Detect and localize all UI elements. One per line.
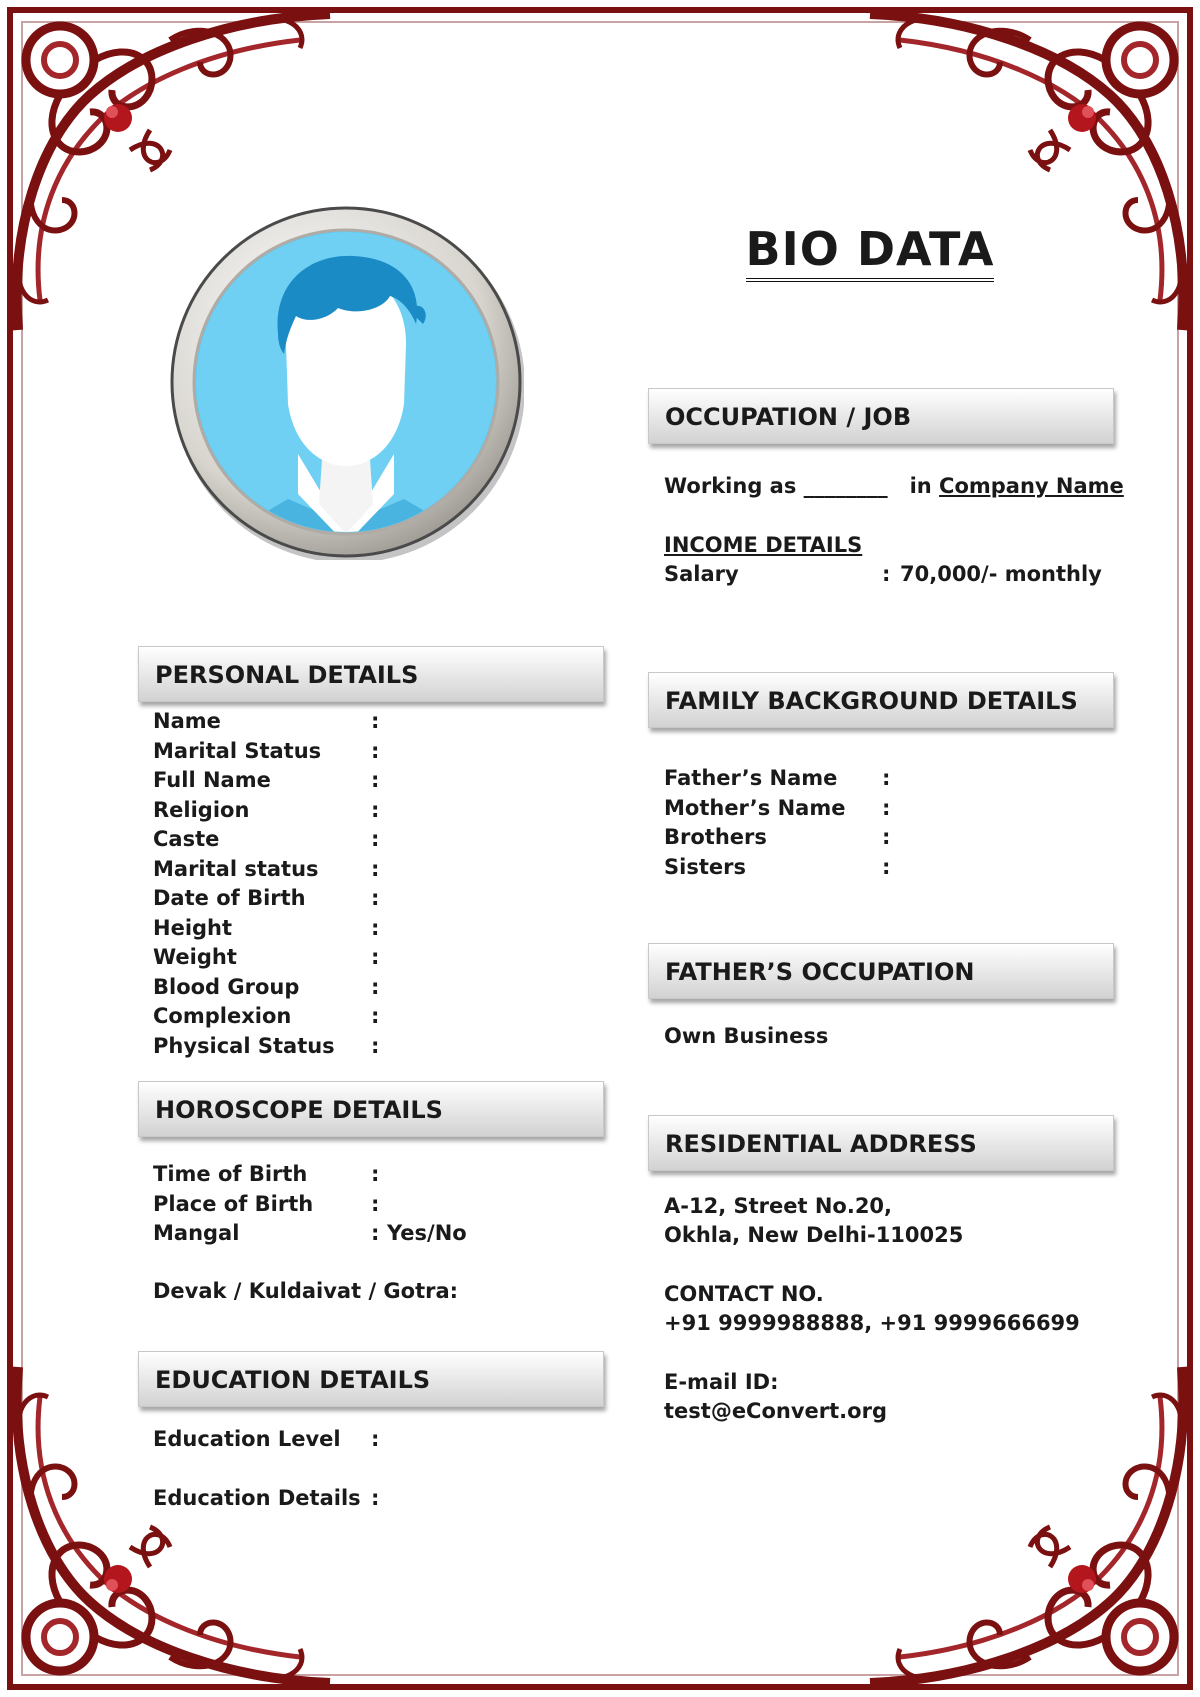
contact-value: +91 9999988888, +91 9999666699 xyxy=(664,1311,1080,1335)
detail-label: Height xyxy=(153,915,233,940)
education-details-header xyxy=(138,1351,604,1407)
email-heading: E-mail ID: xyxy=(664,1370,779,1394)
detail-label: Complexion xyxy=(153,1004,292,1028)
detail-colon: : xyxy=(371,738,380,763)
detail-row xyxy=(153,1191,583,1219)
residential-address-header-text: RESIDENTIAL ADDRESS xyxy=(665,1130,977,1158)
detail-row xyxy=(153,1426,583,1454)
detail-label: Blood Group xyxy=(153,974,300,999)
detail-label: Weight xyxy=(153,945,237,969)
family-background-header xyxy=(648,672,1114,728)
avatar-placeholder-icon[interactable] xyxy=(168,204,524,560)
detail-colon: : xyxy=(371,797,380,822)
detail-colon: : xyxy=(882,795,891,820)
detail-label: Full Name xyxy=(153,768,271,792)
page-title xyxy=(650,222,1090,276)
horoscope-details-header xyxy=(138,1081,604,1137)
detail-label: Mangal xyxy=(153,1221,240,1245)
residential-address-header xyxy=(648,1115,1114,1171)
detail-row xyxy=(153,708,583,736)
income-details-heading: INCOME DETAILS xyxy=(664,533,863,557)
detail-colon: : xyxy=(371,1191,380,1216)
detail-colon: : xyxy=(371,768,380,792)
address-line-2: Okhla, New Delhi-110025 xyxy=(664,1223,964,1247)
detail-row xyxy=(153,1220,583,1248)
occupation-header-text: OCCUPATION / JOB xyxy=(665,403,912,431)
detail-label: Sisters xyxy=(664,854,746,879)
personal-details-header-text: PERSONAL DETAILS xyxy=(155,661,419,689)
detail-label: Caste xyxy=(153,827,220,851)
corner-ornament-bottom-left xyxy=(17,1367,330,1683)
detail-row xyxy=(153,915,583,943)
detail-colon: : xyxy=(882,854,891,879)
detail-row xyxy=(153,738,583,766)
detail-colon: : xyxy=(371,856,380,881)
detail-colon: : xyxy=(882,825,891,849)
detail-row xyxy=(153,1485,583,1513)
detail-label: Education Details xyxy=(153,1486,361,1510)
detail-colon: : xyxy=(371,1221,380,1245)
detail-label: Time of Birth xyxy=(153,1162,308,1186)
detail-label: Marital Status xyxy=(153,738,322,763)
working-as-line xyxy=(664,474,1124,498)
detail-row xyxy=(153,856,583,884)
detail-row xyxy=(153,1003,583,1031)
salary-colon: : xyxy=(882,562,891,586)
corner-ornament-bottom-right xyxy=(870,1367,1183,1683)
detail-label: Brothers xyxy=(664,825,767,849)
company-name[interactable]: Company Name xyxy=(939,474,1124,498)
detail-label: Education Level xyxy=(153,1427,341,1451)
detail-row xyxy=(153,974,583,1002)
detail-colon: : xyxy=(371,1486,380,1510)
detail-colon: : xyxy=(371,945,380,969)
family-background-header-text: FAMILY BACKGROUND DETAILS xyxy=(665,687,1078,715)
detail-colon: : xyxy=(371,1033,380,1058)
email-value[interactable]: test@eConvert.org xyxy=(664,1399,887,1423)
education-details-header-text: EDUCATION DETAILS xyxy=(155,1366,431,1394)
detail-colon: : xyxy=(371,827,380,851)
detail-label: Name xyxy=(153,709,221,733)
detail-row xyxy=(153,767,583,795)
detail-row xyxy=(153,1033,583,1061)
contact-heading: CONTACT NO. xyxy=(664,1282,824,1306)
detail-colon: : xyxy=(371,886,380,910)
detail-label: Father’s Name xyxy=(664,766,838,790)
fathers-occupation-header-text: FATHER’S OCCUPATION xyxy=(665,958,975,986)
detail-colon: : xyxy=(371,915,380,940)
detail-row xyxy=(664,765,1094,793)
detail-label: Marital status xyxy=(153,856,319,881)
horoscope-details-header-text: HOROSCOPE DETAILS xyxy=(155,1096,443,1124)
detail-colon: : xyxy=(882,766,891,790)
page-title-text: BIO DATA xyxy=(746,222,995,282)
detail-row xyxy=(664,854,1094,882)
working-as-label: Working as xyxy=(664,474,797,498)
detail-label: Place of Birth xyxy=(153,1191,314,1216)
detail-colon: : xyxy=(371,974,380,999)
detail-row xyxy=(664,824,1094,852)
detail-colon: : xyxy=(371,709,380,733)
detail-label: Mother’s Name xyxy=(664,795,846,820)
salary-value: 70,000/- monthly xyxy=(900,562,1102,586)
personal-details-header xyxy=(138,646,604,702)
corner-ornament-top-right xyxy=(870,14,1183,330)
working-as-blank[interactable]: ________ xyxy=(803,474,888,498)
detail-colon: : xyxy=(371,1004,380,1028)
address-line-1: A-12, Street No.20, xyxy=(664,1194,893,1218)
detail-row xyxy=(153,797,583,825)
detail-colon: : xyxy=(371,1162,380,1186)
detail-label: Physical Status xyxy=(153,1033,335,1058)
salary-label: Salary xyxy=(664,562,739,586)
fathers-occupation-value: Own Business xyxy=(664,1024,829,1048)
in-word: in xyxy=(909,474,932,498)
gotra-label: Devak / Kuldaivat / Gotra: xyxy=(153,1279,459,1303)
detail-colon: : xyxy=(371,1427,380,1451)
detail-row xyxy=(153,1161,583,1189)
detail-row xyxy=(664,795,1094,823)
fathers-occupation-header xyxy=(648,943,1114,999)
detail-row xyxy=(153,885,583,913)
detail-row xyxy=(153,826,583,854)
detail-value[interactable]: Yes/No xyxy=(387,1221,467,1245)
detail-label: Date of Birth xyxy=(153,886,306,910)
occupation-header xyxy=(648,388,1114,444)
detail-label: Religion xyxy=(153,797,250,822)
detail-row xyxy=(153,944,583,972)
